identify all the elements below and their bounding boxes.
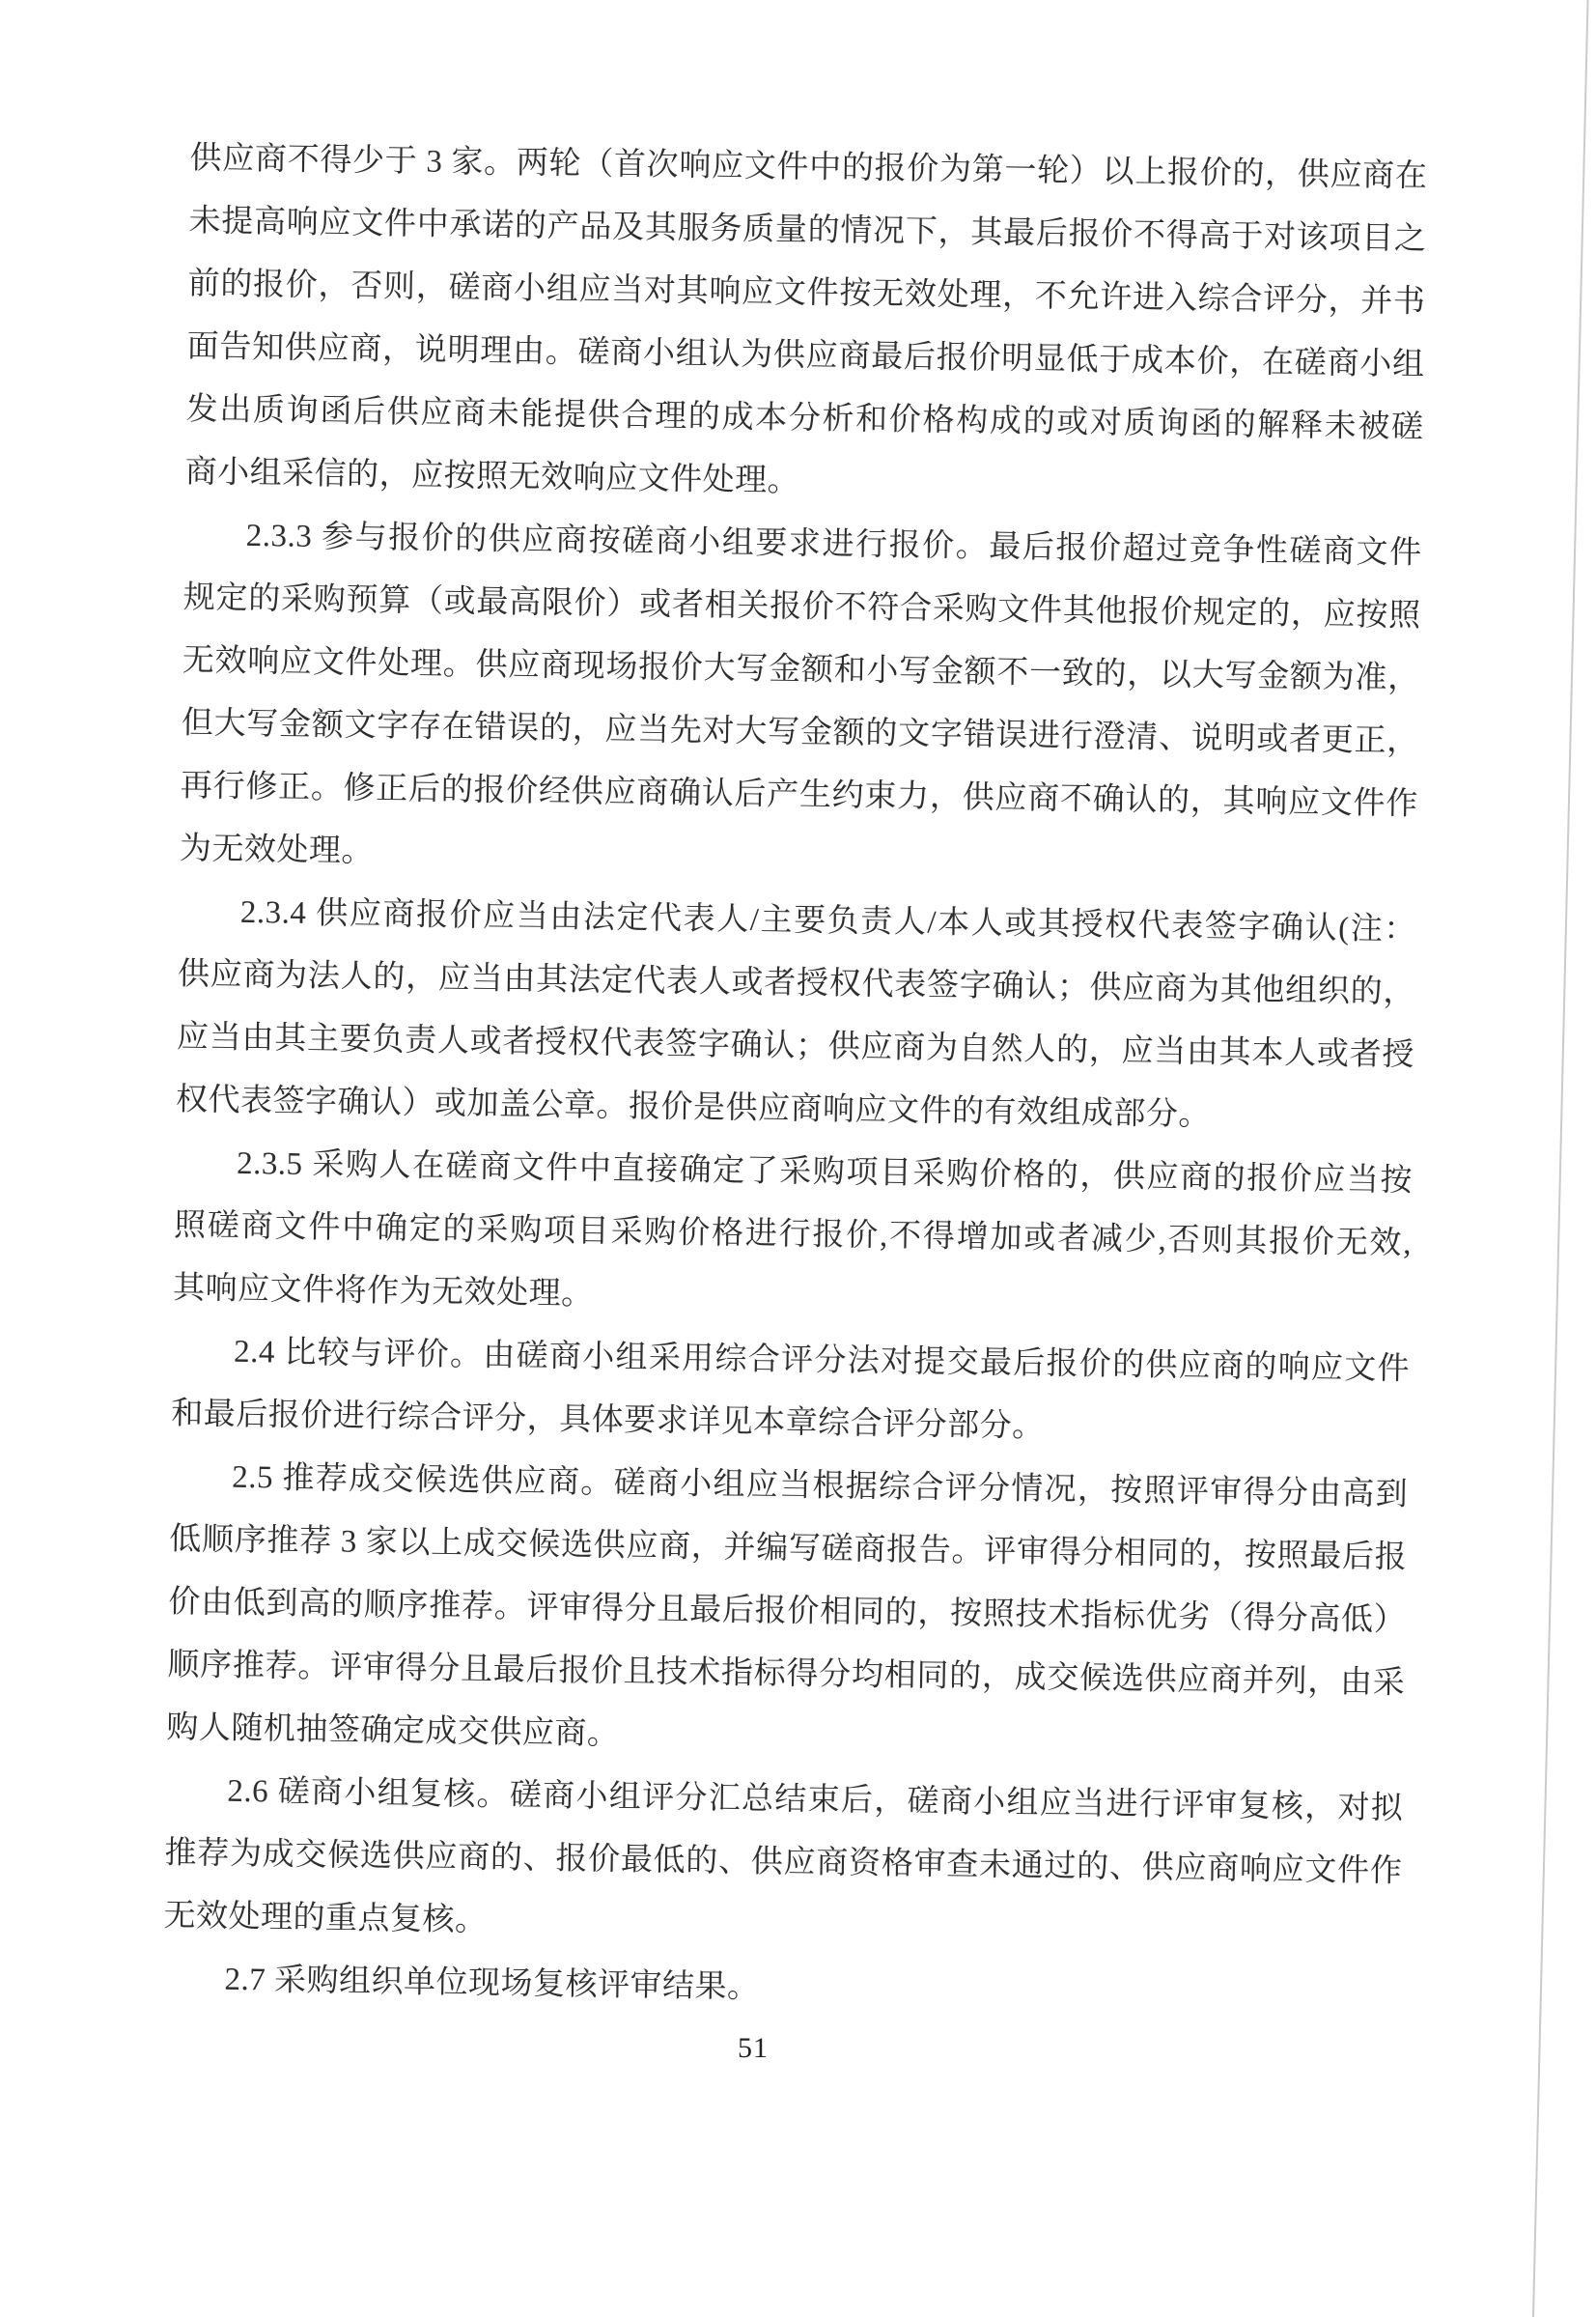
paragraph-continuation xyxy=(184,127,1428,523)
paragraph-2-3-4 xyxy=(176,881,1417,1150)
paragraph-2-3-5 xyxy=(173,1132,1414,1339)
text-line: 2.3.4 供应商报价应当由法定代表人/主要负责人/本人或其授权代表签字确认(注： xyxy=(239,894,1417,947)
text-line: 2.4 比较与评价。由磋商小组采用综合评分法对提交最后报价的供应商的响应文件 xyxy=(233,1334,1411,1387)
text-line: 2.5 推荐成交候选供应商。磋商小组应当根据综合评分情况，按照评审得分由高到 xyxy=(232,1459,1409,1512)
text-line: 前的报价，否则，磋商小组应当对其响应文件按无效处理，不允许进入综合评分，并书 xyxy=(187,266,1426,320)
text-line: 2.6 磋商小组复核。磋商小组评分汇总结束后，磋商小组应当进行评审复核，对拟 xyxy=(227,1773,1404,1826)
text-line: 价由低到高的顺序推荐。评审得分且最后报价相同的，按照技术指标优劣（得分高低） xyxy=(168,1584,1407,1638)
text-line: 应当由其主要负责人或者授权代表签字确认；供应商为自然人的，应当由其本人或者授 xyxy=(176,1019,1415,1073)
paragraph-2-3-3 xyxy=(179,504,1422,899)
text-line: 2.3.3 参与报价的供应商按磋商小组要求进行报价。最后报价超过竞争性磋商文件 xyxy=(245,518,1422,571)
text-line: 商小组采信的，应按照无效响应文件处理。 xyxy=(184,454,800,499)
text-line: 权代表签字确认）或加盖公章。报价是供应商响应文件的有效组成部分。 xyxy=(175,1082,1212,1133)
text-line: 无效响应文件处理。供应商现场报价大写金额和小写金额不一致的，以大写金额为准， xyxy=(182,642,1420,696)
text-line: 发出质询函后供应商未能提供合理的成本分析和价格构成的或对质询函的解释未被磋 xyxy=(185,391,1424,445)
text-line: 低顺序推荐 3 家以上成交候选供应商，并编写磋商报告。评审得分相同的，按照最后报 xyxy=(169,1521,1408,1575)
text-line: 2.3.5 采购人在磋商文件中直接确定了采购项目采购价格的，供应商的报价应当按 xyxy=(236,1145,1414,1199)
text-line: 推荐为成交候选供应商的、报价最低的、供应商资格审查未通过的、供应商响应文件作 xyxy=(164,1835,1403,1889)
text-line: 供应商不得少于 3 家。两轮（首次响应文件中的报价为第一轮）以上报价的，供应商在 xyxy=(189,140,1428,195)
text-line: 其响应文件将作为无效处理。 xyxy=(172,1270,594,1313)
text-line: 面告知供应商，说明理由。磋商小组认为供应商最后报价明显低于成本价，在磋商小组 xyxy=(186,328,1425,382)
document-body xyxy=(162,127,1428,2029)
text-line: 但大写金额文字存在错误的，应当先对大写金额的文字错误进行澄清、说明或者更正， xyxy=(181,705,1419,759)
text-line: 再行修正。修正后的报价经供应商确认后产生约束力，供应商不确认的，其响应文件作 xyxy=(180,768,1419,822)
text-line: 和最后报价进行综合评分，具体要求详见本章综合评分部分。 xyxy=(170,1396,1045,1445)
paragraph-2-4 xyxy=(171,1320,1411,1464)
paragraph-2-5 xyxy=(166,1446,1409,1778)
text-line: 顺序推荐。评审得分且最后报价且技术指标得分均相同的，成交候选供应商并列，由采 xyxy=(167,1647,1406,1701)
text-line: 照磋商文件中确定的采购项目采购价格进行报价,不得增加或者减少,否则其报价无效, xyxy=(173,1207,1413,1261)
page-number: 51 xyxy=(738,2032,769,2064)
text-line: 购人随机抽签确定成交供应商。 xyxy=(166,1709,620,1752)
paragraph-2-6 xyxy=(163,1760,1404,1966)
scan-edge-artifact xyxy=(1532,0,1589,2317)
text-line: 供应商为法人的，应当由其法定代表人或者授权代表签字确认；供应商为其他组织的， xyxy=(177,956,1416,1010)
text-line: 2.7 采购组织单位现场复核评审结果。 xyxy=(224,1962,760,2005)
text-line: 未提高响应文件中承诺的产品及其服务质量的情况下，其最后报价不得高于对该项目之 xyxy=(188,203,1427,258)
text-line: 为无效处理。 xyxy=(179,831,375,869)
text-line: 规定的采购预算（或最高限价）或者相关报价不符合采购文件其他报价规定的，应按照 xyxy=(182,579,1421,634)
text-line: 无效处理的重点复核。 xyxy=(163,1898,488,1938)
